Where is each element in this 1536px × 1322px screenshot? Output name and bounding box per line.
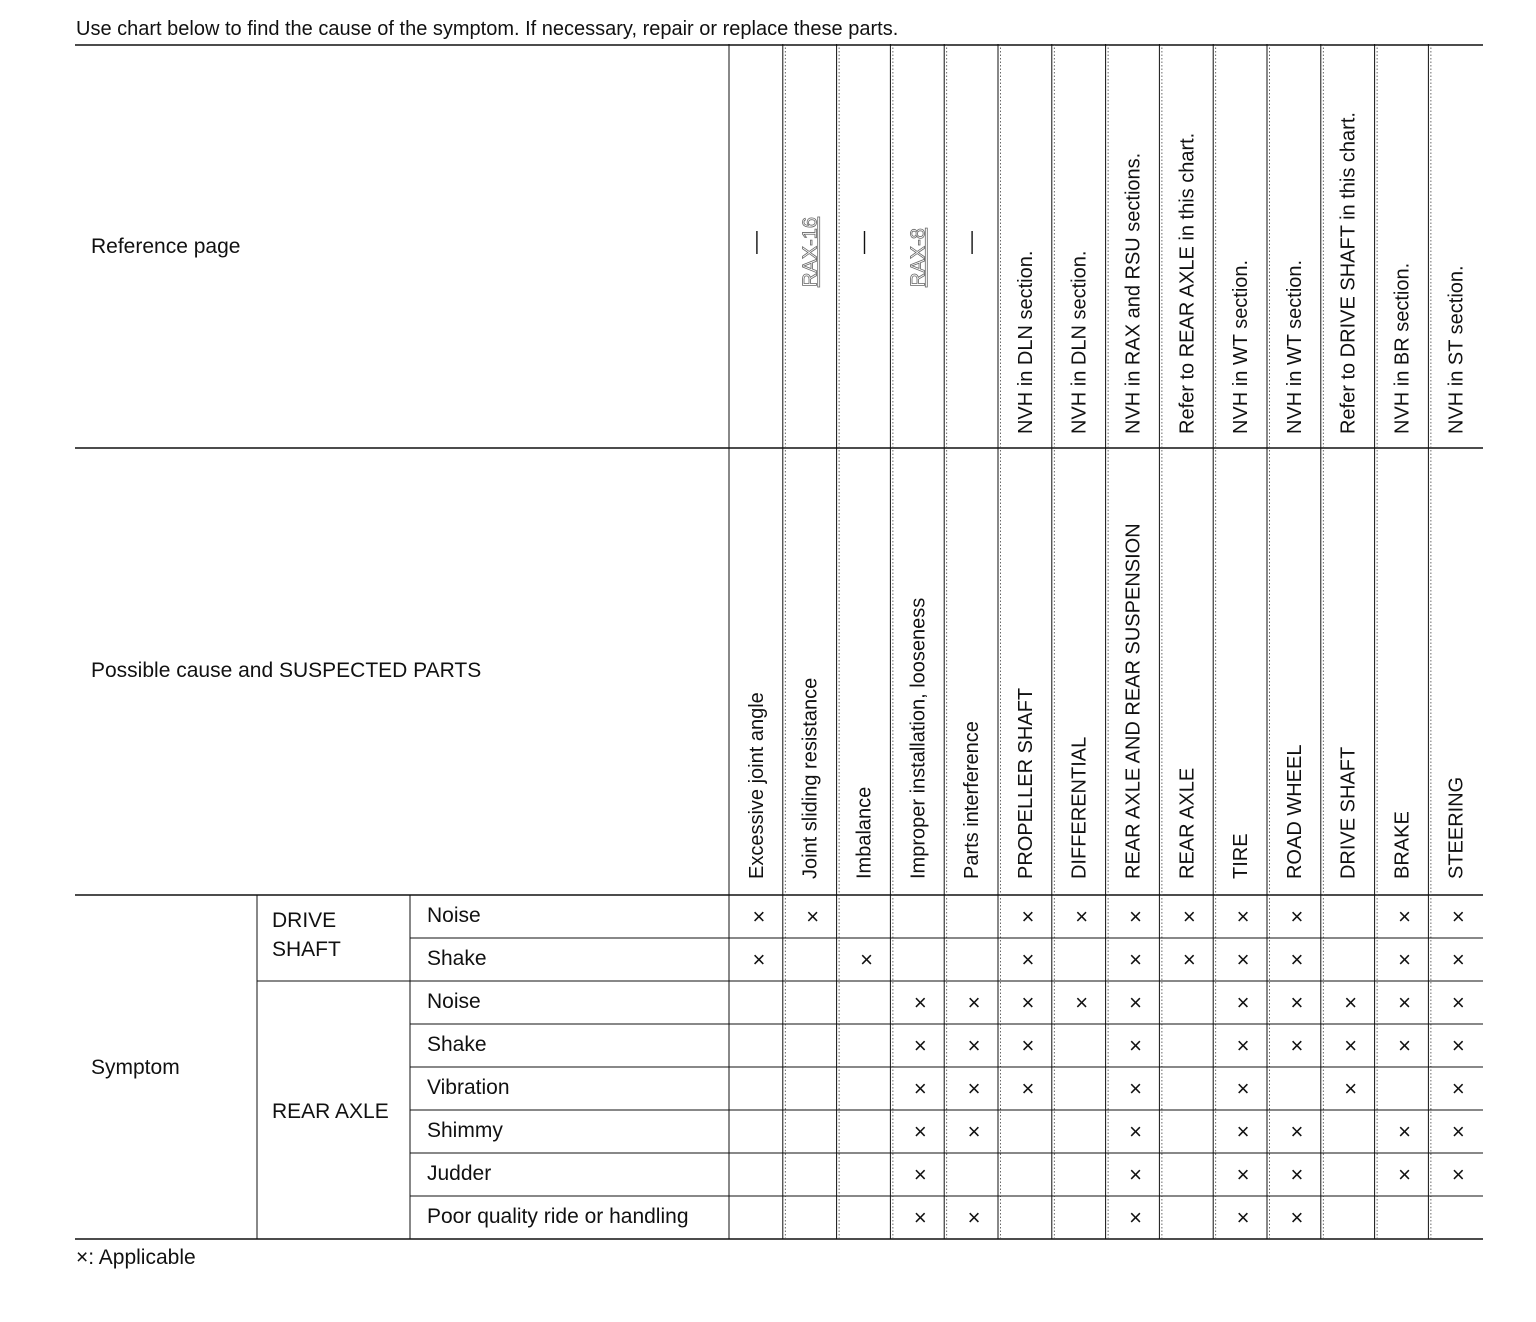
- applicable-mark: ×: [1398, 947, 1411, 972]
- symptom-group-label: REAR AXLE: [272, 1100, 389, 1123]
- applicable-mark: ×: [1398, 904, 1411, 929]
- reference-link[interactable]: RAX-16: [799, 216, 822, 287]
- symptom-label: Symptom: [91, 1056, 180, 1079]
- applicable-mark: ×: [1290, 947, 1304, 972]
- applicable-mark: ×: [1021, 990, 1035, 1015]
- symptom-row-label: Noise: [427, 990, 481, 1013]
- symptom-group-label: DRIVE SHAFT: [272, 909, 341, 961]
- cause-header: REAR AXLE AND REAR SUSPENSION: [1122, 523, 1145, 879]
- reference-text: NVH in ST section.: [1445, 265, 1468, 434]
- applicable-mark: ×: [967, 990, 981, 1015]
- chart-grid: [75, 44, 1483, 1241]
- applicable-mark: ×: [1021, 904, 1035, 929]
- applicable-mark: ×: [1451, 1076, 1465, 1101]
- applicable-mark: ×: [913, 1162, 927, 1187]
- column-headers: [746, 112, 1467, 879]
- applicable-mark: ×: [1236, 947, 1250, 972]
- applicable-mark: ×: [967, 1033, 981, 1058]
- applicable-mark: ×: [1129, 990, 1142, 1015]
- symptom-row-label: Judder: [427, 1162, 492, 1185]
- cause-header: ROAD WHEEL: [1283, 744, 1306, 879]
- applicable-mark: ×: [1451, 990, 1465, 1015]
- applicable-mark: ×: [1344, 990, 1358, 1015]
- applicable-mark: ×: [1236, 1076, 1250, 1101]
- applicable-mark: ×: [752, 904, 766, 929]
- cause-header: Imbalance: [853, 786, 876, 879]
- symptom-row-label: Vibration: [427, 1076, 510, 1099]
- applicable-mark: ×: [1236, 1033, 1250, 1058]
- applicable-mark: ×: [1290, 904, 1304, 929]
- reference-text: NVH in BR section.: [1391, 262, 1414, 434]
- applicable-mark: ×: [1075, 990, 1089, 1015]
- cause-header: DIFFERENTIAL: [1068, 736, 1091, 879]
- applicable-mark: ×: [1290, 1205, 1304, 1230]
- applicable-mark: ×: [1021, 947, 1035, 972]
- applicable-mark: ×: [1021, 1033, 1035, 1058]
- cause-header: REAR AXLE: [1176, 767, 1199, 879]
- applicable-mark: ×: [1129, 947, 1142, 972]
- reference-text: NVH in WT section.: [1283, 259, 1306, 434]
- reference-text: Refer to DRIVE SHAFT in this chart.: [1337, 112, 1360, 434]
- symptom-row-label: Poor quality ride or handling: [427, 1205, 689, 1228]
- applicable-mark: ×: [1129, 1076, 1142, 1101]
- applicable-mark: ×: [1075, 904, 1089, 929]
- reference-text: NVH in DLN section.: [1014, 250, 1037, 434]
- chart-instructions: Use chart below to find the cause of the symptom. If necessary, repair or replace these parts.: [76, 18, 899, 40]
- cause-header: BRAKE: [1391, 811, 1414, 879]
- cause-header: Parts interference: [961, 721, 984, 879]
- applicable-mark: ×: [967, 1205, 981, 1230]
- applicable-mark: ×: [1236, 1162, 1250, 1187]
- symptom-row-label: Shake: [427, 1033, 487, 1056]
- applicable-mark: ×: [1236, 1119, 1250, 1144]
- applicable-mark: ×: [1290, 990, 1304, 1015]
- reference-link[interactable]: RAX-8: [907, 228, 930, 287]
- cause-header: Improper installation, looseness: [907, 597, 930, 879]
- applicable-mark: ×: [1398, 1033, 1411, 1058]
- reference-text: NVH in DLN section.: [1068, 250, 1091, 434]
- applicable-mark: ×: [1398, 1119, 1411, 1144]
- reference-text: NVH in RAX and RSU sections.: [1122, 152, 1145, 434]
- cause-header: STEERING: [1445, 776, 1468, 879]
- cause-header: Joint sliding resistance: [799, 677, 822, 879]
- applicable-mark: ×: [806, 904, 820, 929]
- applicable-mark: ×: [1129, 1033, 1142, 1058]
- cause-header: TIRE: [1230, 833, 1253, 879]
- symptom-row-label: Shake: [427, 947, 487, 970]
- applicable-mark: ×: [1398, 990, 1411, 1015]
- applicable-mark: ×: [860, 947, 873, 972]
- applicable-mark: ×: [913, 1205, 927, 1230]
- applicable-mark: ×: [1451, 1033, 1465, 1058]
- applicable-mark: ×: [1451, 904, 1465, 929]
- applicable-mark: ×: [913, 1119, 927, 1144]
- applicable-mark: ×: [1236, 904, 1250, 929]
- symptom-row-label: Noise: [427, 904, 481, 927]
- cause-header: PROPELLER SHAFT: [1014, 687, 1037, 879]
- applicable-mark: ×: [1398, 1162, 1411, 1187]
- reference-text: Refer to REAR AXLE in this chart.: [1176, 132, 1199, 434]
- applicable-mark: ×: [1021, 1076, 1035, 1101]
- applicable-mark: ×: [1236, 1205, 1250, 1230]
- applicable-mark: ×: [752, 947, 766, 972]
- applicable-mark: ×: [1129, 1119, 1142, 1144]
- reference-page-label: Reference page: [91, 235, 241, 258]
- cause-header: DRIVE SHAFT: [1337, 746, 1360, 879]
- troubleshooting-chart: [75, 44, 1483, 1241]
- cause-header: Excessive joint angle: [745, 692, 768, 879]
- possible-cause-label: Possible cause and SUSPECTED PARTS: [91, 659, 482, 682]
- applicable-mark: ×: [1129, 1162, 1142, 1187]
- symptom-row-label: Shimmy: [427, 1119, 503, 1142]
- applicable-mark: ×: [1344, 1033, 1358, 1058]
- applicable-mark: ×: [1182, 947, 1196, 972]
- applicable-mark: ×: [1129, 904, 1142, 929]
- applicable-mark: ×: [913, 990, 927, 1015]
- applicable-mark: ×: [1451, 1162, 1465, 1187]
- applicable-mark: ×: [1290, 1119, 1304, 1144]
- applicable-mark: ×: [967, 1076, 981, 1101]
- legend-footnote: ×: Applicable: [76, 1246, 196, 1269]
- applicable-mark: ×: [1182, 904, 1196, 929]
- applicable-mark: ×: [1451, 947, 1465, 972]
- applicable-mark: ×: [1236, 990, 1250, 1015]
- applicable-mark: ×: [967, 1119, 981, 1144]
- applicable-mark: ×: [1344, 1076, 1358, 1101]
- applicable-mark: ×: [913, 1076, 927, 1101]
- applicable-mark: ×: [1290, 1033, 1304, 1058]
- reference-text: NVH in WT section.: [1230, 259, 1253, 434]
- applicable-mark: ×: [1290, 1162, 1304, 1187]
- applicable-mark: ×: [1451, 1119, 1465, 1144]
- applicable-mark: ×: [1129, 1205, 1142, 1230]
- applicable-mark: ×: [913, 1033, 927, 1058]
